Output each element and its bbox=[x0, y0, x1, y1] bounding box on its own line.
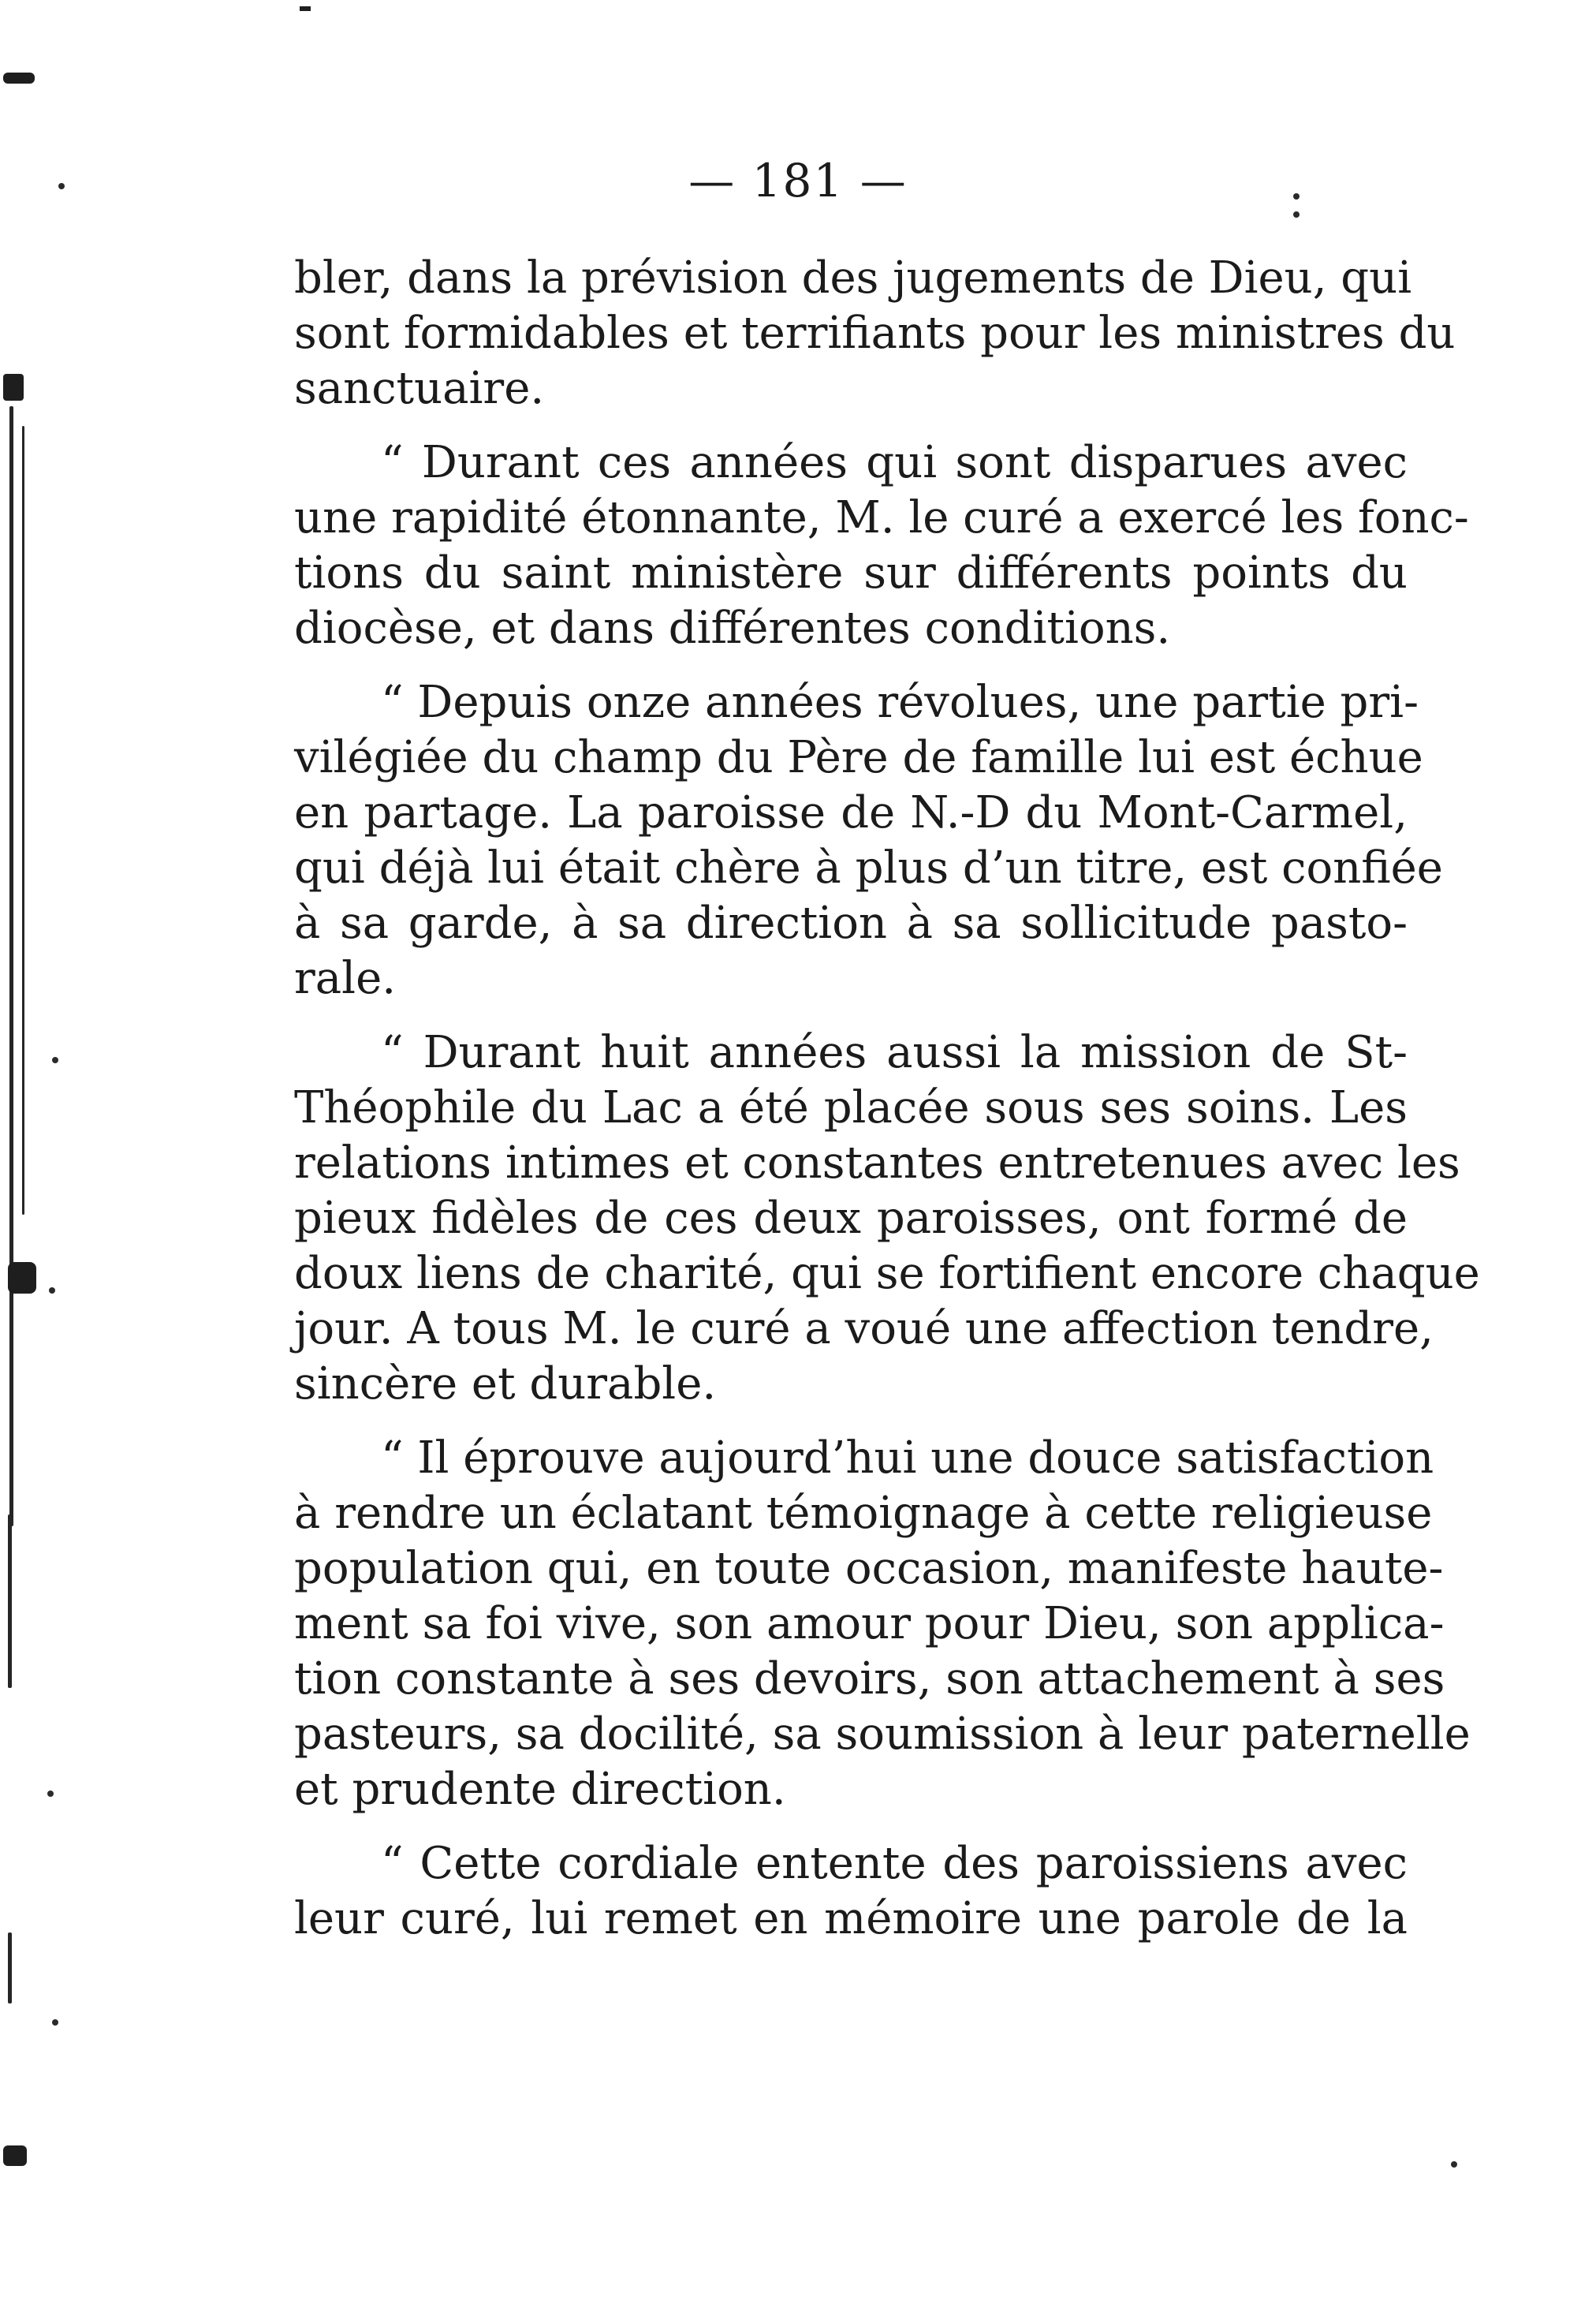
paragraph bbox=[294, 435, 1469, 656]
text-line: et prudente direction. bbox=[294, 1764, 786, 1815]
text-line: “ Depuis onze années révolues, une partie pri- bbox=[381, 677, 1419, 728]
paragraph bbox=[294, 1025, 1480, 1412]
text-line: “ Durant ces années qui sont disparues avec bbox=[381, 437, 1408, 488]
scan-artifact-dot bbox=[52, 1057, 58, 1063]
text-line: “ Il éprouve aujourd’hui une douce satisfaction bbox=[381, 1432, 1434, 1484]
scan-artifact-top bbox=[300, 6, 311, 11]
page-number: — 181 — bbox=[688, 154, 908, 207]
text-line: bler, dans la prévision des jugements de Dieu, qui bbox=[294, 252, 1412, 304]
text-line: sanctuaire. bbox=[294, 363, 545, 414]
scan-artifact-dot bbox=[52, 2019, 58, 2026]
paragraph bbox=[294, 1431, 1471, 1817]
text-line: vilégiée du champ du Père de famille lui est échue bbox=[294, 732, 1423, 783]
text-line: une rapidité étonnante, M. le curé a exercé les fonc- bbox=[294, 492, 1469, 543]
paragraph bbox=[294, 1836, 1408, 1947]
paragraph bbox=[294, 675, 1443, 1006]
text-line: Théophile du Lac a été placée sous ses soins. Les bbox=[294, 1082, 1408, 1133]
text-line: pasteurs, sa docilité, sa soumission à leur paternelle bbox=[294, 1708, 1471, 1760]
scan-artifact-left-mark bbox=[3, 374, 24, 401]
scan-artifact-dot bbox=[49, 1287, 55, 1294]
text-line: à sa garde, à sa direction à sa sollicitude pasto- bbox=[294, 898, 1408, 949]
scan-artifact-dot bbox=[47, 1791, 54, 1797]
scan-artifact-left-mark bbox=[8, 1262, 36, 1294]
text-line: diocèse, et dans différentes conditions. bbox=[294, 603, 1171, 654]
text-line: qui déjà lui était chère à plus d’un titre, est confiée bbox=[294, 842, 1443, 894]
scan-artifact-left-line bbox=[9, 406, 13, 1526]
scan-artifact-left-line-inner bbox=[22, 426, 24, 1215]
paragraph bbox=[294, 251, 1456, 416]
text-line: “ Durant huit années aussi la mission de St- bbox=[381, 1027, 1408, 1078]
scan-artifact-left-line-bottom bbox=[8, 1932, 12, 2003]
scan-artifact-corner bbox=[3, 73, 35, 84]
text-line: pieux fidèles de ces deux paroisses, ont formé de bbox=[294, 1193, 1408, 1244]
text-line: leur curé, lui remet en mémoire une parole de la bbox=[294, 1893, 1408, 1944]
text-line: rale. bbox=[294, 953, 397, 1004]
scan-artifact-left-line-lower bbox=[8, 1514, 12, 1688]
scan-artifact-dot bbox=[1293, 211, 1300, 218]
text-line: tions du saint ministère sur différents points du bbox=[294, 547, 1408, 599]
scan-artifact-dot bbox=[1451, 2161, 1457, 2168]
text-line: sont formidables et terrifiants pour les ministres du bbox=[294, 308, 1456, 359]
text-line: relations intimes et constantes entretenues avec les bbox=[294, 1137, 1460, 1189]
text-line: ment sa foi vive, son amour pour Dieu, son applica- bbox=[294, 1598, 1445, 1649]
text-line: à rendre un éclatant témoignage à cette religieuse bbox=[294, 1488, 1433, 1539]
text-body bbox=[294, 251, 1480, 1966]
text-line: en partage. La paroisse de N.-D du Mont-Carmel, bbox=[294, 787, 1408, 838]
text-line: population qui, en toute occasion, manifeste haute- bbox=[294, 1543, 1444, 1594]
text-line: doux liens de charité, qui se fortifient encore chaque bbox=[294, 1248, 1480, 1299]
text-line: “ Cette cordiale entente des paroissiens avec bbox=[381, 1838, 1408, 1889]
text-line: jour. A tous M. le curé a voué une affection tendre, bbox=[294, 1303, 1434, 1354]
scan-artifact-bottom-mark bbox=[3, 2145, 27, 2166]
text-line: sincère et durable. bbox=[294, 1358, 717, 1410]
text-line: tion constante à ses devoirs, son attachement à ses bbox=[294, 1653, 1445, 1705]
